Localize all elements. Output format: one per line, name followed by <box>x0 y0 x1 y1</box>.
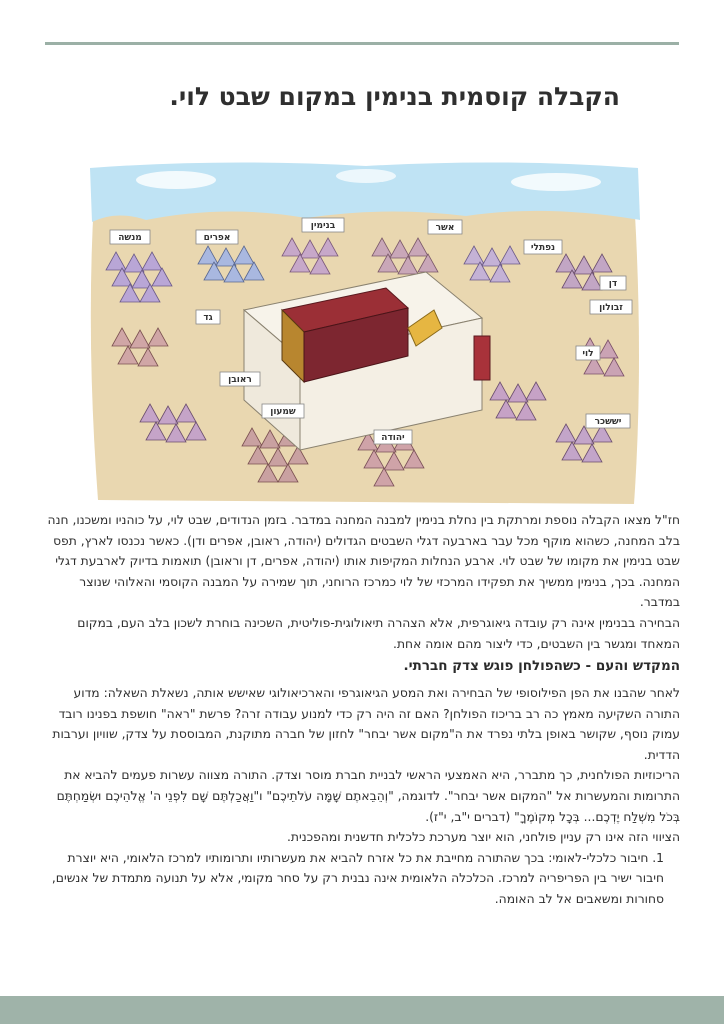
tribe-label: דן <box>608 279 618 289</box>
section-1-body <box>42 510 680 654</box>
footer-bar <box>0 996 724 1024</box>
tribe-label: אפרים <box>203 233 231 243</box>
tribe-label: מנשה <box>118 233 142 243</box>
paragraph: הריכוזיות הפולחנית, כך מתברר, היא האמצעי הראשי לבניית חברת מוסר וצדק. התורה מצווה עשרות פעמים להביא את התרומות והמעשרות אל "המקום אשר יבחר". לדוגמה, "וְהֵבֵאתֶם שָׁמָּה עֹלֹתֵיכֶם" ו"וַאֲכַלְתֶּם שָׁם לִפְנֵי ה' אֱלֹהֵיכֶם וּשְׂמַחְתֶּם בְּכֹל מִשְׁלַח יֶדְכֶם... בְּכָל מְקוֹמֶךָ" (דברים י"ב, י"ז). <box>56 768 680 824</box>
section-heading: המקדש והעם - כשהפולחן פוגש צדק חברתי. <box>403 658 680 674</box>
tribe-label: יהודה <box>381 433 405 443</box>
tribe-label: לוי <box>582 349 594 359</box>
top-rule <box>45 42 679 45</box>
tribe-label: יששכר <box>594 417 622 427</box>
paragraph: הציווי הזה אינו רק עניין פולחני, הוא יוצר מערכת כלכלית חדשנית ומהפכנית. <box>287 830 680 845</box>
tribe-label: אשר <box>435 223 455 233</box>
list-item: 1. חיבור כלכלי-לאומי: בכך שהתורה מחייבת את כל אזרח להביא את מעשרותיו ותרומותיו למרכז הלאומי, היא יוצרת חיבור ישיר בין הפריפריה למרכז. הכלכלה הלאומית אינה נבנית רק על סחר מקומי, אלא על תנועה מתמדת של אנשים, סחורות ומשאבים אל לב האומה. <box>51 850 664 906</box>
paragraph: לאחר שהבנו את הפן הפילוסופי של הבחירה ואת המסע הגיאוגרפי והארכיאולוגי שאישש אותה, נשאלת השאלה: מדוע התורה השקיעה מאמץ כה רב בריכוז הפולחן? האם זה היה רק כדי למנוע עבודה זרה? פרשת "ראה" חושפת בפנינו רובד עמוק נוסף, שקושר באופן בלתי נפרד את ה"מקום אשר יבחר" לחזון של חברה מתוקנת, המבוססת על צדק, שוויון וערבות הדדית. <box>52 686 680 762</box>
tribe-label: גד <box>203 313 213 323</box>
paragraph: הבחירה בבנימין אינה רק עובדה גיאוגרפית, אלא הצהרה תיאולוגית-פוליטית, השכינה בוחרת לשכון בלב העם, במקום המאחד ומגשר בין השבטים, כדי ליצור מהם אומה אחת. <box>77 615 680 651</box>
page-title: הקבלה קוסמית בנימין במקום שבט לוי. <box>169 82 620 111</box>
tribe-label: נפתלי <box>530 243 556 253</box>
tribe-label: בנימין <box>310 221 336 231</box>
paragraph: חז"ל מצאו הקבלה נוספת ומרתקת בין נחלת בנימין למבנה המחנה במדבר. בזמן הנדודים, שבט לוי, על כוהניו ומשכנו, חנה בלב המחנה, כשהוא מוקף מכל עבר בארבעה דגלי השבטים הגדולים (יהודה, ראובן, אפרים ודן). כאשר נכנסו לארץ, תפס שבט בנימין את מקומו של שבט לוי. ארבע הנחלות המקיפות אותו (יהודה, אפרים, דן וראובן) תואמות בדיוק לארבעת דגלי המחנה. בכך, בנימין ממשיך את תפקידו המרכזי של לוי כמרכז הרוחני, תוך שמירה על המבנה הקוסמי והאלוהי שנוצר במדבר. <box>47 513 680 610</box>
tribe-label: שמעון <box>270 407 296 417</box>
tribe-label: ראובן <box>228 375 252 385</box>
camp-illustration <box>86 160 644 512</box>
section-2-body <box>42 683 680 910</box>
tribe-label: זבולון <box>599 303 623 313</box>
